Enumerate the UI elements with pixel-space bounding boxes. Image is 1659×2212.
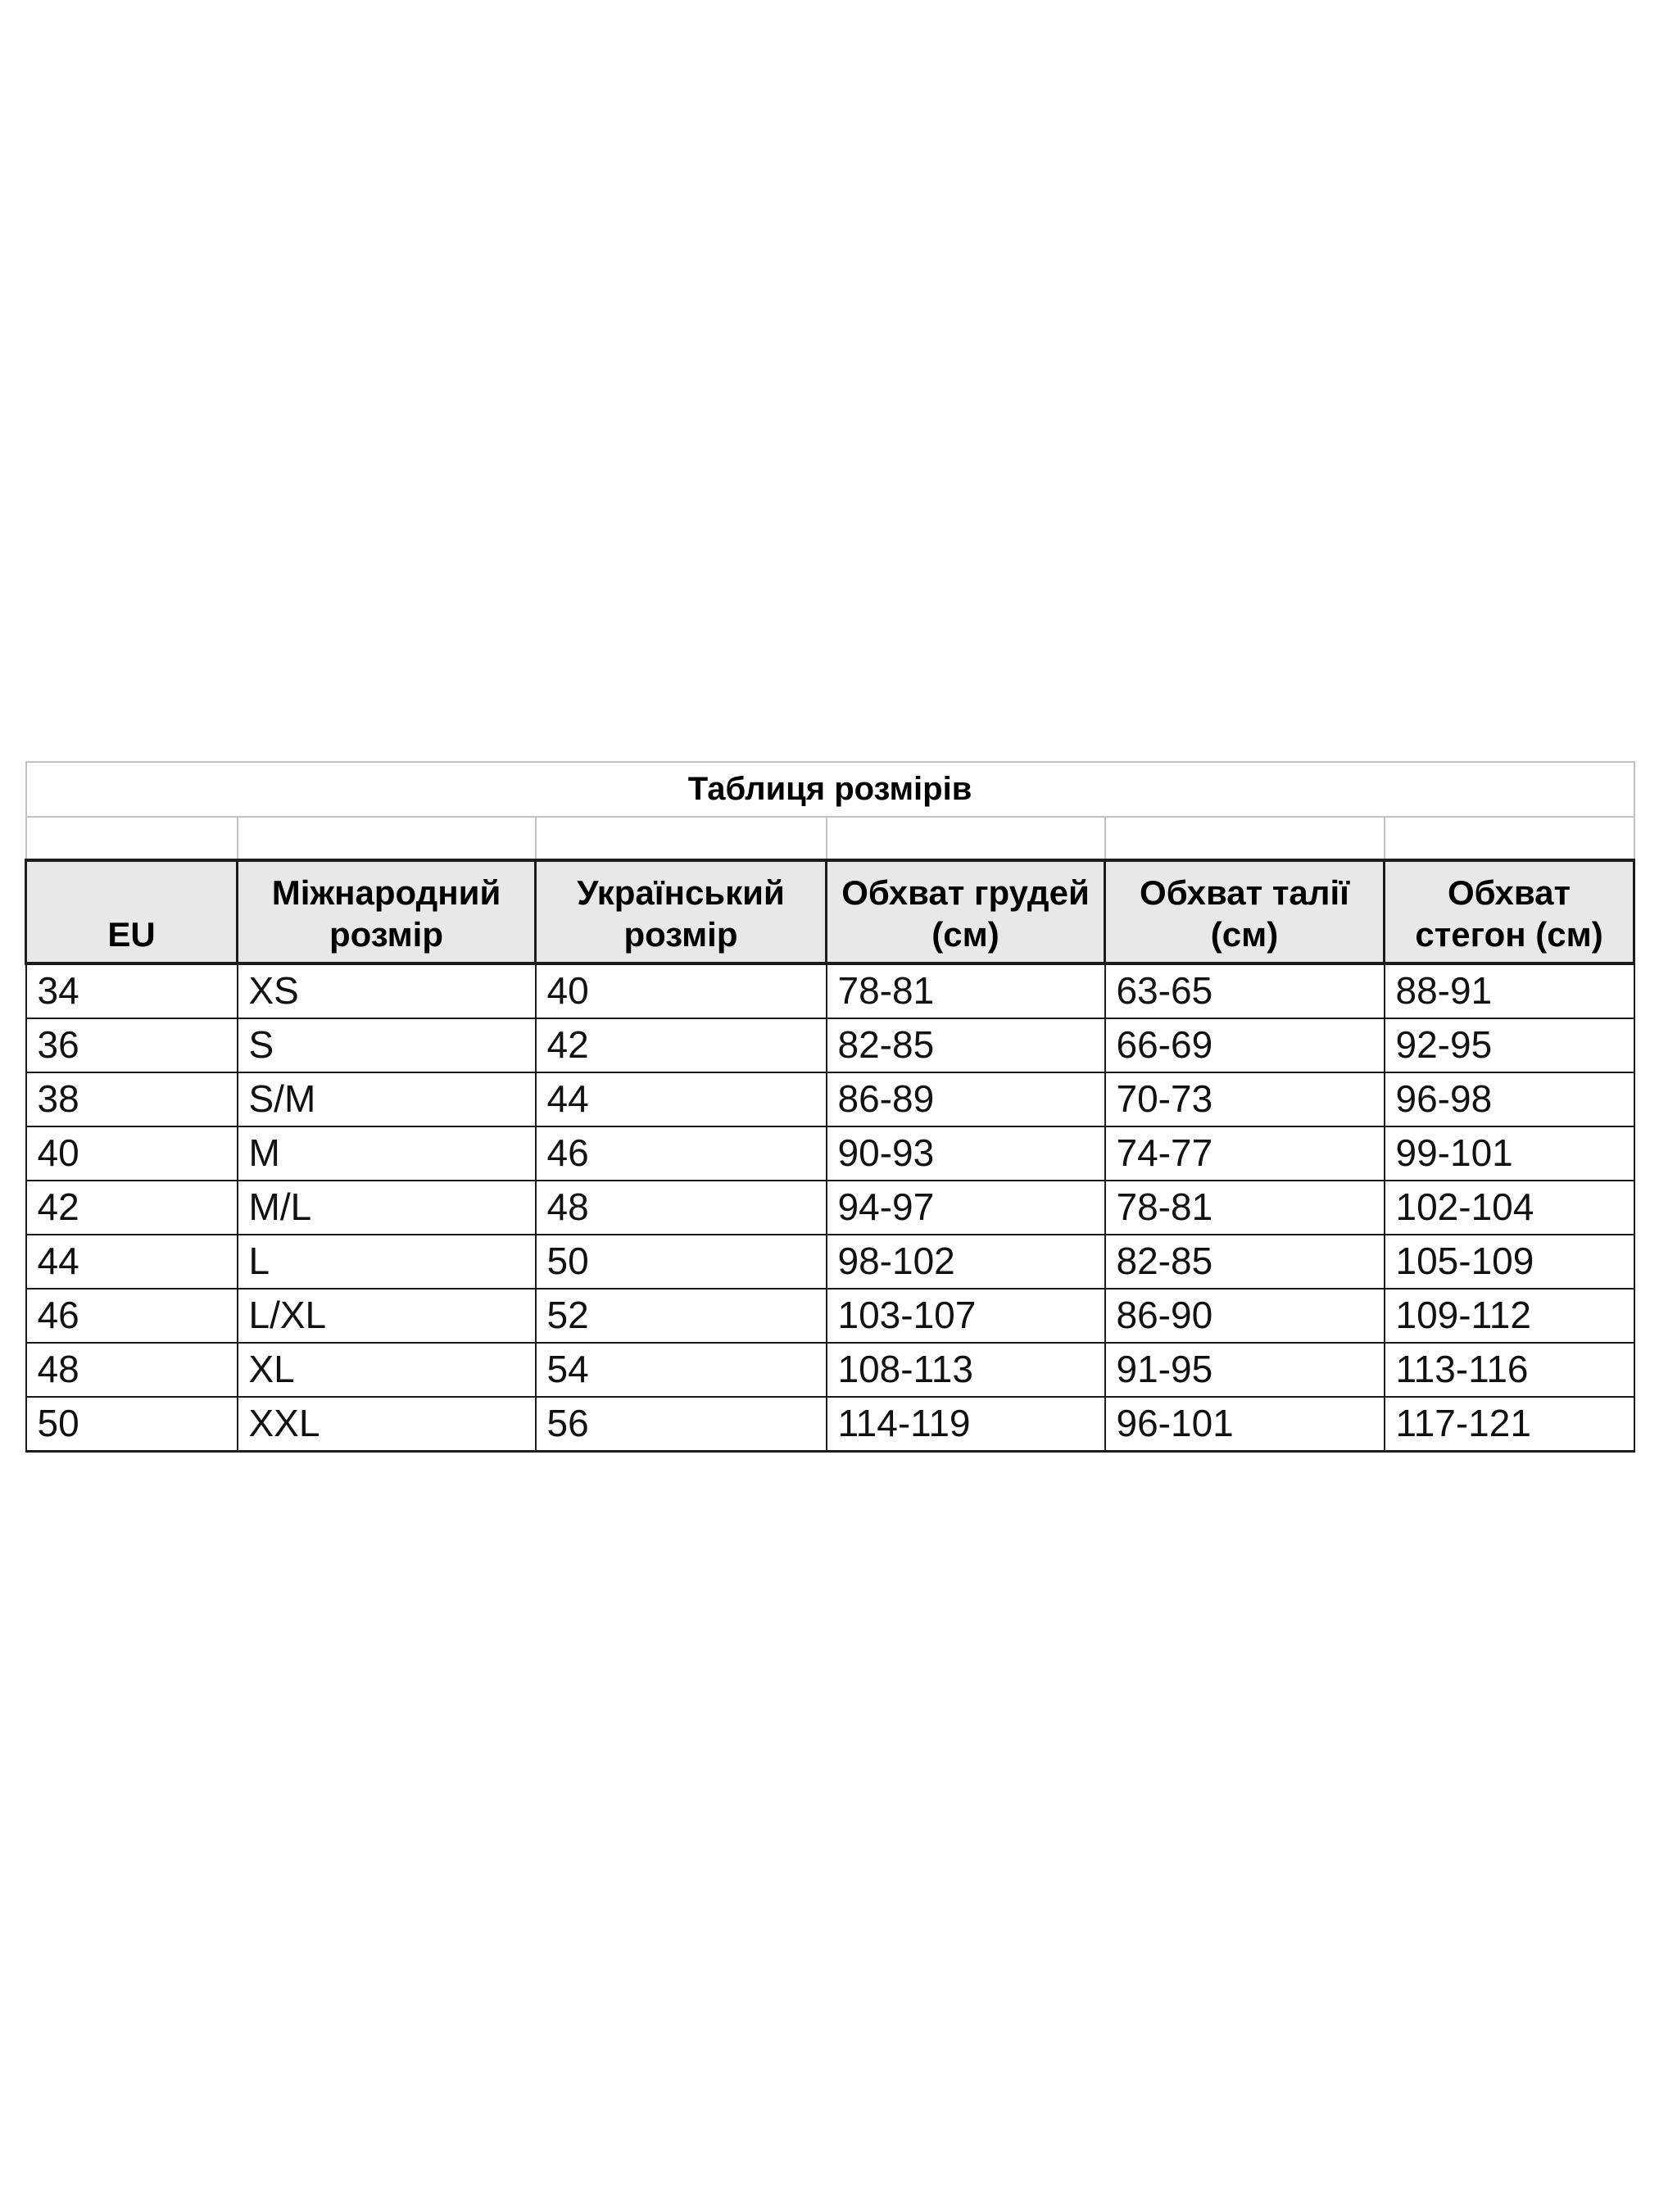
table-row [26,963,1634,1018]
cell-waist: 82-85 [1105,1235,1385,1289]
table-row [26,1343,1634,1397]
empty-cell [1385,817,1634,860]
cell-hips: 102-104 [1385,1181,1634,1235]
cell-waist: 91-95 [1105,1343,1385,1397]
cell-eu: 44 [26,1235,238,1289]
cell-chest: 90-93 [827,1126,1105,1181]
cell-waist: 86-90 [1105,1289,1385,1343]
cell-waist: 96-101 [1105,1397,1385,1452]
cell-international: L/XL [238,1289,536,1343]
cell-eu: 50 [26,1397,238,1452]
cell-hips: 92-95 [1385,1018,1634,1072]
cell-waist: 70-73 [1105,1072,1385,1126]
empty-cell [26,817,238,860]
title-row [26,762,1634,817]
table-row [26,1072,1634,1126]
cell-ukrainian: 42 [536,1018,827,1072]
cell-hips: 109-112 [1385,1289,1634,1343]
empty-cell [1105,817,1385,860]
cell-eu: 48 [26,1343,238,1397]
cell-international: XS [238,963,536,1018]
cell-chest: 94-97 [827,1181,1105,1235]
cell-hips: 113-116 [1385,1343,1634,1397]
cell-ukrainian: 40 [536,963,827,1018]
cell-waist: 63-65 [1105,963,1385,1018]
cell-eu: 40 [26,1126,238,1181]
header-row [26,860,1634,963]
table-row [26,1018,1634,1072]
cell-international: S/M [238,1072,536,1126]
cell-chest: 114-119 [827,1397,1105,1452]
cell-chest: 82-85 [827,1018,1105,1072]
cell-international: S [238,1018,536,1072]
cell-chest: 86-89 [827,1072,1105,1126]
column-header-chest: Обхват грудей (см) [827,860,1105,963]
cell-waist: 74-77 [1105,1126,1385,1181]
cell-eu: 34 [26,963,238,1018]
table-title: Таблиця розмірів [26,762,1634,817]
cell-chest: 78-81 [827,963,1105,1018]
cell-eu: 46 [26,1289,238,1343]
cell-ukrainian: 56 [536,1397,827,1452]
cell-ukrainian: 54 [536,1343,827,1397]
table-row [26,1235,1634,1289]
empty-cell [536,817,827,860]
cell-waist: 66-69 [1105,1018,1385,1072]
cell-hips: 88-91 [1385,963,1634,1018]
cell-international: M [238,1126,536,1181]
cell-ukrainian: 48 [536,1181,827,1235]
column-header-waist: Обхват талії (см) [1105,860,1385,963]
cell-eu: 38 [26,1072,238,1126]
cell-hips: 96-98 [1385,1072,1634,1126]
cell-international: L [238,1235,536,1289]
cell-hips: 105-109 [1385,1235,1634,1289]
cell-waist: 78-81 [1105,1181,1385,1235]
table-row [26,1181,1634,1235]
cell-chest: 98-102 [827,1235,1105,1289]
table-row [26,1397,1634,1452]
cell-international: XXL [238,1397,536,1452]
column-header-ukrainian: Український розмір [536,860,827,963]
table-row [26,1126,1634,1181]
column-header-eu: EU [26,860,238,963]
cell-ukrainian: 44 [536,1072,827,1126]
cell-hips: 117-121 [1385,1397,1634,1452]
cell-ukrainian: 50 [536,1235,827,1289]
empty-cell [827,817,1105,860]
cell-ukrainian: 52 [536,1289,827,1343]
cell-chest: 108-113 [827,1343,1105,1397]
cell-ukrainian: 46 [536,1126,827,1181]
cell-international: XL [238,1343,536,1397]
column-header-international: Міжнародний розмір [238,860,536,963]
table-row [26,1289,1634,1343]
cell-eu: 42 [26,1181,238,1235]
cell-international: M/L [238,1181,536,1235]
empty-cell [238,817,536,860]
cell-hips: 99-101 [1385,1126,1634,1181]
cell-eu: 36 [26,1018,238,1072]
empty-row [26,817,1634,860]
size-table [25,761,1635,1453]
cell-chest: 103-107 [827,1289,1105,1343]
column-header-hips: Обхват стегон (см) [1385,860,1634,963]
